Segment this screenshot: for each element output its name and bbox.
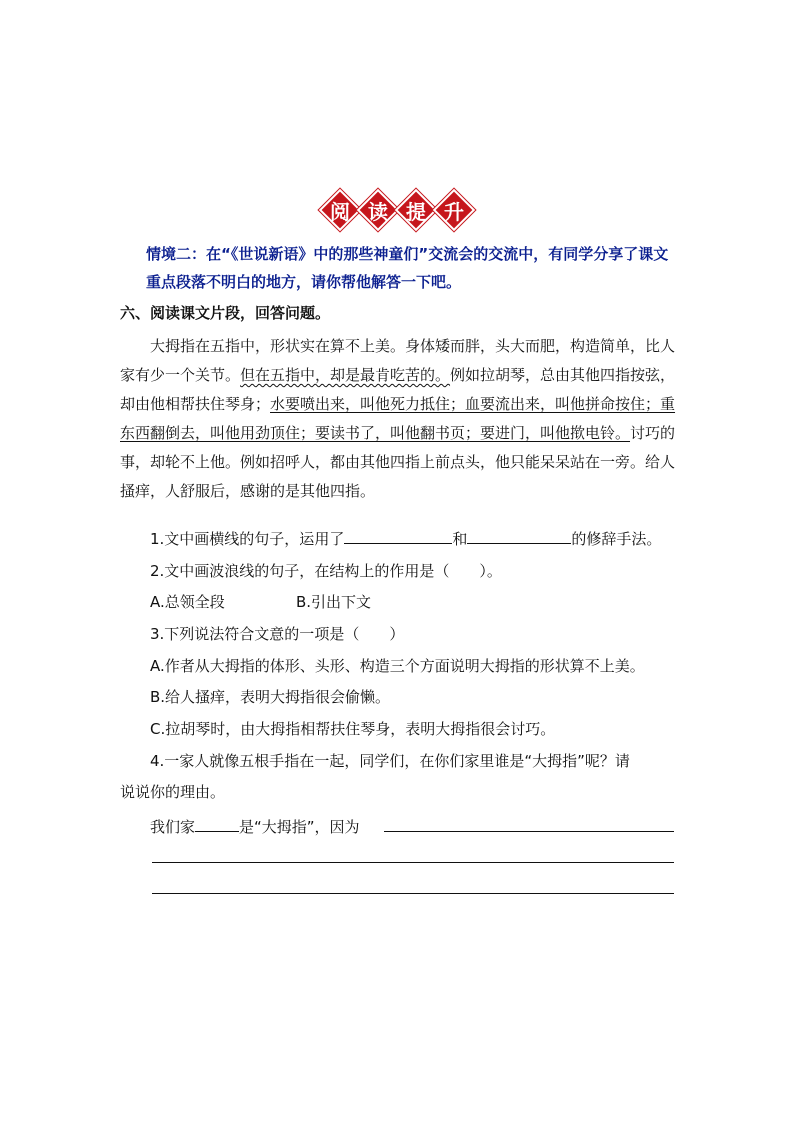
option-c[interactable]: C.拉胡琴时，由大拇指相帮扶住琴身，表明大拇指很会讨巧。 bbox=[150, 720, 556, 738]
answer-line[interactable] bbox=[152, 862, 674, 863]
heading-char: 升 bbox=[436, 192, 472, 228]
passage-text: 例如拉胡琴，总由其他四指按弦，却由他相帮扶住琴身； bbox=[120, 366, 676, 413]
question-3: 3.下列说法符合文意的一项是（ ） bbox=[150, 625, 405, 643]
option-b[interactable]: B.给人搔痒，表明大拇指很会偷懒。 bbox=[150, 688, 391, 706]
answer-blank[interactable] bbox=[467, 527, 571, 544]
passage-text: 大拇指在五指中，形状实在算不上美。身体矮而胖，头大而肥，构造简单，比人家有少一个关节。 bbox=[120, 337, 676, 384]
heading-char: 阅 bbox=[322, 192, 358, 228]
scenario-intro: 情境二：在“《世说新语》中的那些神童们”交流会的交流中，有同学分享了课文重点段落不明白的地方，请你帮他解答一下吧。 bbox=[146, 245, 669, 291]
reading-passage bbox=[120, 332, 676, 506]
option-a[interactable]: A.作者从大拇指的体形、头形、构造三个方面说明大拇指的形状算不上美。 bbox=[150, 657, 645, 675]
underlined-sentence: 水要喷出来，叫他死力抵住；血要流出来，叫他拼命按住；重东西翻倒去，叫他用劲顶住；要读书了，叫他翻书页；要进门，叫他揿电铃。 bbox=[120, 395, 676, 442]
question-2: 2.文中画波浪线的句子，在结构上的作用是（ ）。 bbox=[150, 562, 502, 580]
option-b[interactable]: B.引出下文 bbox=[296, 593, 372, 611]
wavy-underlined-sentence: 但在五指中，却是最肯吃苦的。 bbox=[240, 366, 451, 384]
passage-text: 讨巧的事，却轮不上他。例如招呼人，都由其他四指上前点头，他只能呆呆站在一旁。给人搔痒，人舒服后，感谢的是其他四指。 bbox=[120, 424, 676, 500]
answer-line-1: 我们家 是“大拇指”，因为 bbox=[150, 815, 360, 837]
answer-blank[interactable] bbox=[195, 815, 239, 832]
heading-char: 提 bbox=[398, 192, 434, 228]
option-a[interactable]: A.总领全段 bbox=[150, 593, 225, 611]
answer-blank[interactable] bbox=[344, 527, 452, 544]
question-4-continued: 说说你的理由。 bbox=[120, 783, 226, 801]
section-title: 六、阅读课文片段，回答问题。 bbox=[120, 304, 331, 322]
answer-line[interactable] bbox=[384, 831, 674, 832]
section-heading bbox=[322, 192, 472, 232]
question-1: 1.文中画横线的句子，运用了 和 的修辞手法。 bbox=[150, 527, 661, 549]
answer-line[interactable] bbox=[152, 893, 674, 894]
question-4: 4.一家人就像五根手指在一起，同学们，在你们家里谁是“大拇指”呢？请 bbox=[150, 752, 630, 770]
heading-char: 读 bbox=[360, 192, 396, 228]
